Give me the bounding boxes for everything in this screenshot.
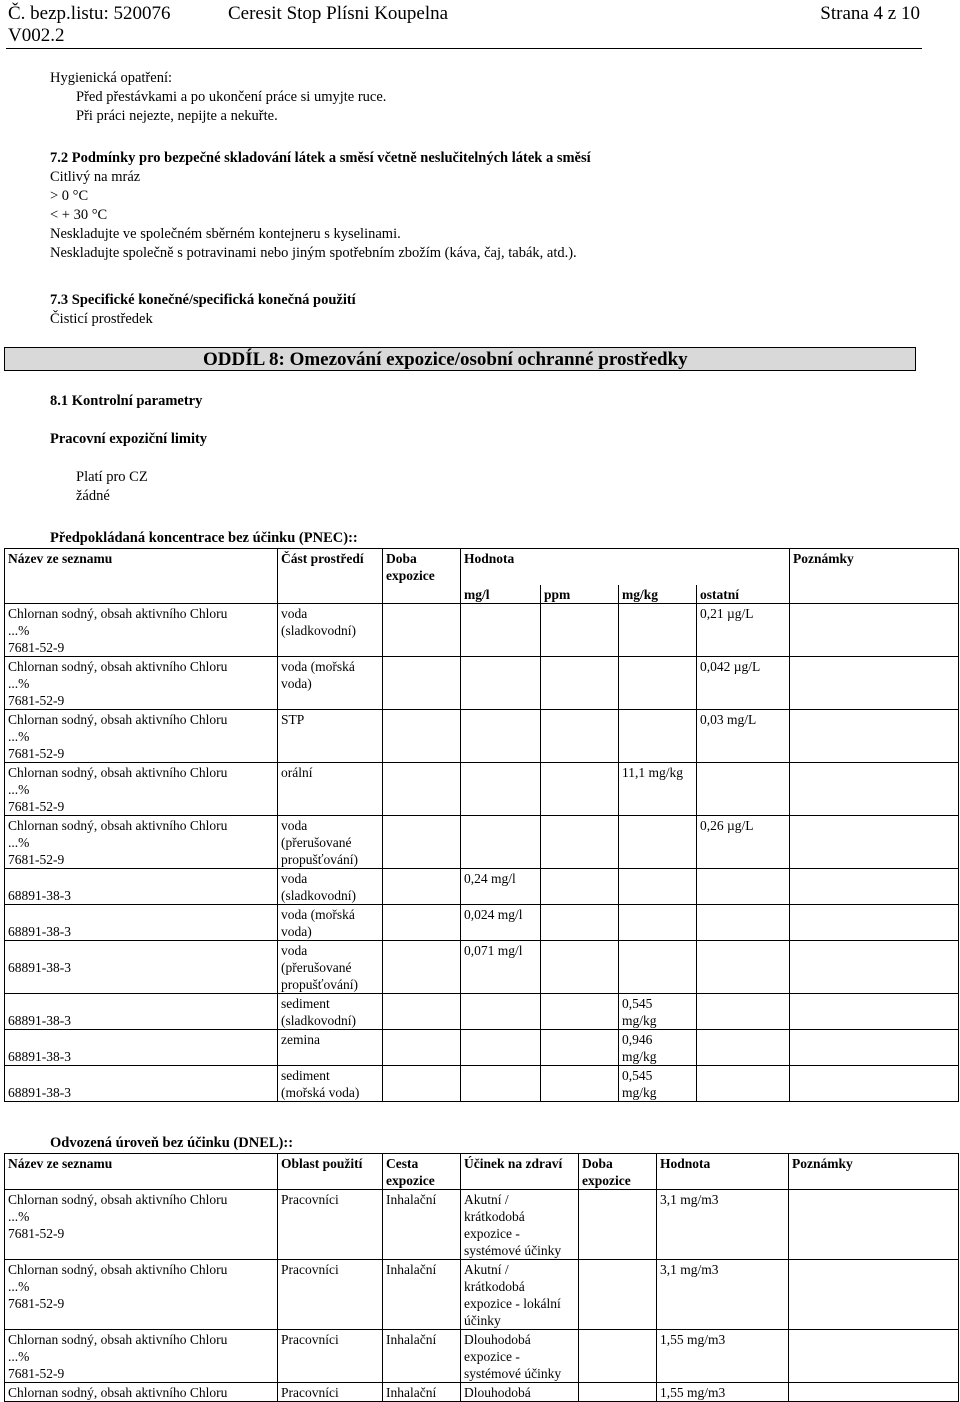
cell-mgl: [461, 656, 541, 709]
storage-line: Citlivý na mráz: [50, 169, 141, 185]
cell-other: [697, 1029, 790, 1065]
cell-mgkg: 11,1 mg/kg: [619, 762, 697, 815]
header-divider: [6, 48, 922, 49]
cell-notes: [790, 815, 959, 868]
cell-ppm: [541, 1065, 619, 1101]
cell-part: zemina: [278, 1029, 383, 1065]
cell-duration: [579, 1383, 657, 1402]
cell-duration: [383, 709, 461, 762]
cell-other: 0,21 µg/L: [697, 603, 790, 656]
cell-duration: [383, 993, 461, 1029]
cell-ppm: [541, 656, 619, 709]
cell-other: [697, 762, 790, 815]
cell-effect: Dlouhodobá: [461, 1383, 579, 1402]
cell-duration: [383, 815, 461, 868]
cell-notes: [789, 1190, 959, 1260]
cell-notes: [790, 762, 959, 815]
cell-part: sediment (sladkovodní): [278, 993, 383, 1029]
cell-name: Chlornan sodný, obsah aktivního Chloru ...% 7681-52-9: [5, 815, 278, 868]
doc-version: V002.2: [8, 25, 65, 46]
cell-notes: [790, 868, 959, 904]
cell-name: Chlornan sodný, obsah aktivního Chloru ...% 7681-52-9: [5, 1190, 278, 1260]
cell-mgkg: [619, 603, 697, 656]
cell-mgl: 0,071 mg/l: [461, 940, 541, 993]
cell-name: 68891-38-3: [5, 868, 278, 904]
cell-route: Inhalační: [383, 1330, 461, 1383]
cell-mgl: [461, 1029, 541, 1065]
cell-name: 68891-38-3: [5, 1065, 278, 1101]
limits-none: žádné: [76, 488, 110, 504]
cell-effect: Dlouhodobá expozice - systémové účinky: [461, 1330, 579, 1383]
cell-ppm: [541, 603, 619, 656]
cell-duration: [383, 1065, 461, 1101]
cell-mgkg: [619, 940, 697, 993]
cell-effect: Akutní / krátkodobá expozice - lokální účinky: [461, 1260, 579, 1330]
col-header-ppm: ppm: [541, 585, 619, 604]
cell-ppm: [541, 993, 619, 1029]
valid-for: Platí pro CZ: [76, 469, 148, 485]
col-header-name: Název ze seznamu: [5, 1154, 278, 1190]
cell-name: 68891-38-3: [5, 904, 278, 940]
cell-other: [697, 940, 790, 993]
cell-duration: [579, 1260, 657, 1330]
cell-name: Chlornan sodný, obsah aktivního Chloru ...% 7681-52-9: [5, 656, 278, 709]
cell-part: STP: [278, 709, 383, 762]
cell-duration: [383, 904, 461, 940]
cell-name: Chlornan sodný, obsah aktivního Chloru ...% 7681-52-9: [5, 709, 278, 762]
col-header-route: Cesta expozice: [383, 1154, 461, 1190]
doc-number: Č. bezp.listu: 520076: [8, 3, 171, 24]
cell-mgkg: [619, 709, 697, 762]
cell-other: 0,042 µg/L: [697, 656, 790, 709]
cell-name: 68891-38-3: [5, 993, 278, 1029]
col-header-duration: Doba expozice: [383, 549, 461, 604]
cell-name: Chlornan sodný, obsah aktivního Chloru ...% 7681-52-9: [5, 1260, 278, 1330]
section-8-bar: [4, 347, 916, 371]
cell-mgl: [461, 815, 541, 868]
storage-line: < + 30 °C: [50, 207, 108, 223]
cell-mgkg: [619, 904, 697, 940]
cell-notes: [790, 1065, 959, 1101]
end-use-title: 7.3 Specifické konečné/specifická konečná použití: [50, 292, 356, 308]
cell-duration: [383, 762, 461, 815]
cell-notes: [789, 1383, 959, 1402]
table-row: [5, 1029, 959, 1065]
col-header-area: Oblast použití: [278, 1154, 383, 1190]
table-row: [5, 1330, 959, 1383]
table-row: [5, 1065, 959, 1101]
cell-route: Inhalační: [383, 1383, 461, 1402]
cell-notes: [790, 940, 959, 993]
cell-duration: [579, 1330, 657, 1383]
table-row: [5, 940, 959, 993]
cell-notes: [790, 603, 959, 656]
col-header-duration: Doba expozice: [579, 1154, 657, 1190]
cell-other: 0,03 mg/L: [697, 709, 790, 762]
end-use-line: Čisticí prostředek: [50, 311, 153, 327]
storage-line: > 0 °C: [50, 188, 89, 204]
table-row: [5, 1260, 959, 1330]
cell-area: Pracovníci: [278, 1260, 383, 1330]
storage-title: 7.2 Podmínky pro bezpečné skladování látek a směsí včetně neslučitelných látek a směsí: [50, 150, 591, 166]
storage-line: Neskladujte společně s potravinami nebo jiným spotřebním zbožím (káva, čaj, tabák, atd.).: [50, 245, 577, 261]
table-row: [5, 603, 959, 656]
cell-duration: [383, 603, 461, 656]
cell-ppm: [541, 868, 619, 904]
table-row: [5, 904, 959, 940]
cell-mgl: 0,24 mg/l: [461, 868, 541, 904]
cell-notes: [790, 656, 959, 709]
dnel-title: Odvozená úroveň bez účinku (DNEL)::: [50, 1135, 294, 1151]
storage-line: Neskladujte ve společném sběrném kontejneru s kyselinami.: [50, 226, 401, 242]
cell-mgl: [461, 762, 541, 815]
cell-mgkg: 0,545 mg/kg: [619, 1065, 697, 1101]
cell-part: voda (sladkovodní): [278, 868, 383, 904]
page-number: Strana 4 z 10: [820, 3, 920, 24]
table-row: [5, 868, 959, 904]
cell-name: Chlornan sodný, obsah aktivního Chloru ...% 7681-52-9: [5, 762, 278, 815]
cell-notes: [789, 1330, 959, 1383]
col-header-mgl: mg/l: [461, 585, 541, 604]
cell-duration: [383, 868, 461, 904]
cell-mgl: [461, 603, 541, 656]
cell-name: Chlornan sodný, obsah aktivního Chloru ...% 7681-52-9: [5, 1330, 278, 1383]
cell-other: 0,26 µg/L: [697, 815, 790, 868]
cell-other: [697, 1065, 790, 1101]
hygiene-line: Při práci nejezte, nepijte a nekuřte.: [76, 108, 278, 124]
cell-name: 68891-38-3: [5, 940, 278, 993]
cell-part: voda (mořská voda): [278, 904, 383, 940]
cell-mgkg: 0,545 mg/kg: [619, 993, 697, 1029]
cell-name: Chlornan sodný, obsah aktivního Chloru: [5, 1383, 278, 1402]
table-row: [5, 1190, 959, 1260]
cell-area: Pracovníci: [278, 1330, 383, 1383]
hygiene-title: Hygienická opatření:: [50, 70, 172, 86]
table-row: [5, 762, 959, 815]
cell-part: voda (přerušované propušťování): [278, 815, 383, 868]
cell-area: Pracovníci: [278, 1383, 383, 1402]
cell-ppm: [541, 940, 619, 993]
cell-duration: [383, 656, 461, 709]
cell-duration: [579, 1190, 657, 1260]
cell-mgl: [461, 993, 541, 1029]
table-row: [5, 709, 959, 762]
table-row: [5, 815, 959, 868]
cell-mgkg: [619, 868, 697, 904]
dnel-table: [4, 1153, 959, 1402]
col-header-notes: Poznámky: [789, 1154, 959, 1190]
cell-route: Inhalační: [383, 1260, 461, 1330]
limits-title: Pracovní expoziční limity: [50, 431, 208, 447]
cell-mgkg: [619, 656, 697, 709]
pnec-title: Předpokládaná koncentrace bez účinku (PNEC)::: [50, 530, 358, 546]
col-header-other: ostatní: [697, 585, 790, 604]
cell-ppm: [541, 904, 619, 940]
cell-notes: [790, 1029, 959, 1065]
cell-other: [697, 904, 790, 940]
col-header-mgkg: mg/kg: [619, 585, 697, 604]
cell-part: voda (mořská voda): [278, 656, 383, 709]
col-header-value: Hodnota: [657, 1154, 789, 1190]
cell-mgl: [461, 709, 541, 762]
control-params-title: 8.1 Kontrolní parametry: [50, 393, 203, 409]
cell-name: Chlornan sodný, obsah aktivního Chloru ...% 7681-52-9: [5, 603, 278, 656]
cell-ppm: [541, 709, 619, 762]
table-row: [5, 993, 959, 1029]
col-header-value: Hodnota: [461, 549, 790, 585]
cell-value: 3,1 mg/m3: [657, 1260, 789, 1330]
col-header-effect: Účinek na zdraví: [461, 1154, 579, 1190]
product-name: Ceresit Stop Plísni Koupelna: [228, 3, 449, 24]
cell-duration: [383, 1029, 461, 1065]
cell-ppm: [541, 815, 619, 868]
cell-mgkg: [619, 815, 697, 868]
col-header-notes: Poznámky: [790, 549, 959, 604]
cell-part: orální: [278, 762, 383, 815]
cell-part: voda (přerušované propušťování): [278, 940, 383, 993]
cell-mgl: [461, 1065, 541, 1101]
cell-part: voda (sladkovodní): [278, 603, 383, 656]
cell-area: Pracovníci: [278, 1190, 383, 1260]
cell-value: 1,55 mg/m3: [657, 1383, 789, 1402]
cell-ppm: [541, 1029, 619, 1065]
pnec-table: [4, 548, 959, 1102]
col-header-part: Část prostředí: [278, 549, 383, 604]
hygiene-line: Před přestávkami a po ukončení práce si umyjte ruce.: [76, 89, 387, 105]
section-8-title: ODDÍL 8: Omezování expozice/osobní ochranné prostředky: [203, 349, 688, 370]
cell-other: [697, 993, 790, 1029]
cell-value: 1,55 mg/m3: [657, 1330, 789, 1383]
cell-other: [697, 868, 790, 904]
table-row: [5, 656, 959, 709]
cell-notes: [790, 993, 959, 1029]
cell-mgkg: 0,946 mg/kg: [619, 1029, 697, 1065]
cell-effect: Akutní / krátkodobá expozice - systémové účinky: [461, 1190, 579, 1260]
cell-ppm: [541, 762, 619, 815]
cell-notes: [790, 904, 959, 940]
col-header-name: Název ze seznamu: [5, 549, 278, 604]
cell-value: 3,1 mg/m3: [657, 1190, 789, 1260]
cell-notes: [789, 1260, 959, 1330]
cell-part: sediment (mořská voda): [278, 1065, 383, 1101]
cell-notes: [790, 709, 959, 762]
cell-duration: [383, 940, 461, 993]
cell-route: Inhalační: [383, 1190, 461, 1260]
cell-mgl: 0,024 mg/l: [461, 904, 541, 940]
table-row: [5, 1383, 959, 1402]
cell-name: 68891-38-3: [5, 1029, 278, 1065]
